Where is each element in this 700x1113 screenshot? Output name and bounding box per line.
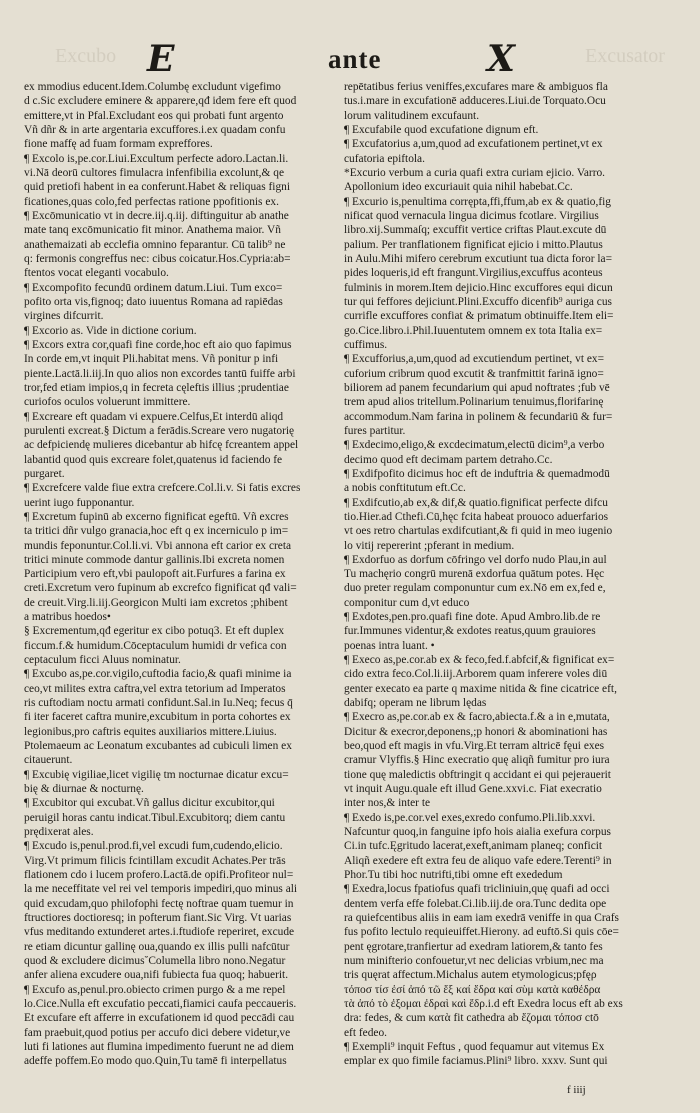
left-column-line: adeffe poffem.Eo modo quo.Quin,Tu tamē fi interpellatus [24, 1055, 287, 1068]
right-column-line: fur.Immunes videntur,& exdotes reatus,quum grauiores [344, 625, 596, 638]
left-column-line: bię & diurnae & nocturnę. [24, 783, 144, 796]
right-column-line: vt inquit Augu.quale eft illud Gene.xxvi.c. Fiat execratio [344, 783, 602, 796]
header-left-letter: E [147, 38, 175, 80]
left-column-line: ¶ Excufo as,penul.pro.obiecto crimen purgo & a me repel [24, 983, 286, 996]
right-column-line: ¶ Exdotes,pen.pro.quafi fine dote. Apud Ambro.lib.de re [344, 611, 601, 624]
left-column-line: legionibus,pro caftris equites auxiliarios mittere.Liuius. [24, 725, 277, 738]
right-column-line: go.Cice.libro.i.Phil.Iuuentutem omnem ex tota Italia ex= [344, 324, 603, 337]
right-column-line: Tu machęrio congrū murenā exdorfua quātum potes. Hęc [344, 568, 605, 581]
left-column-line: quid excudam,quo philofophi fectę noftrae quam tuemur in [24, 897, 294, 910]
left-column-line: a matribus hoedos• [24, 611, 111, 624]
right-column-line: fus pofito lectulo requieuiffet.Hierony. ad euftō.Si quis cōe= [344, 926, 619, 939]
left-column-line: emittere,vt in Pfal.Excludant eos qui probati funt argento [24, 109, 284, 122]
right-column-line: eft fedeo. [344, 1026, 388, 1039]
left-column-line: anfer aliena excudere oua,nifi fubiecta fua quoq; habuerit. [24, 969, 289, 982]
right-column-line: palium. Per tranflationem fignificat ejicio i mitto.Plautus [344, 238, 603, 251]
right-column-line: ra quiefcentibus aliis in eam iam exedrā veniffe in qua Crafs [344, 912, 619, 925]
right-column-line: ¶ Execro as,pe.cor.ab ex & facro,abiecta.f.& a in e,mutata, [344, 711, 610, 724]
right-column-line: ¶ Excufatorius a,um,quod ad excufationem pertinet,vt ex [344, 138, 603, 151]
left-column-line: citauerunt. [24, 754, 73, 767]
left-column-line: luti fi lationes aut flumina impedimento fuerunt ne ad diem [24, 1040, 294, 1053]
right-column-line: a nobis conftitutum eft.Cc. [344, 482, 466, 495]
left-column-line: ¶ Excors extra cor,quafi fine corde,hoc eft aio quo fapimus [24, 338, 292, 351]
right-column-line: tur qui feffores dejiciunt.Plini.Excuffo dicenfib⁹ auriga cus [344, 295, 612, 308]
left-column-line: Virg.Vt primum filicis fcintillam excudit Achates.Per trās [24, 854, 286, 867]
show-through-right: Excusator [585, 45, 665, 67]
right-column-line: libro.xij.Summaſq; excuffit vertice criftas Plaut.excute dū [344, 224, 607, 237]
left-column-line: curiofos oculos voluerunt immittere. [24, 396, 191, 409]
left-column-line: ceptaculum ficci Aluus nominatur. [24, 654, 181, 667]
right-column-line: pides loqueris,id eft frangunt.Virgilius,excuffus aconteus [344, 267, 603, 280]
right-column-line: cuffimus. [344, 338, 388, 351]
header-title: ante [328, 44, 382, 74]
right-column-line: cufatoria epiftola. [344, 152, 425, 165]
left-column-line: la me neceffitate vel rei vel temporis impediri,quo minus ali [24, 883, 298, 896]
right-column-line: ¶ Exedra,locus fpatiofus quafi tricliniuin,quę quafi ad occi [344, 883, 610, 896]
left-column-line: purgaret. [24, 467, 65, 480]
left-column-line: ¶ Excolo is,pe.cor.Liui.Excultum perfecte adoro.Lactan.li. [24, 152, 289, 165]
right-column-line: repētatibus ferius veniffes,excufares mare & ambiguos fla [344, 81, 608, 93]
left-column-line: piente.Lactā.li.iij.In quo alios non excordes tantū fuiffe arbi [24, 367, 296, 380]
left-column-line: ¶ Excōmunicatio vt in decre.iij.q.iij. diftinguitur ab anathe [24, 209, 289, 222]
left-column-line: Ptolemaeum ac Leonatum excubantes ad cubiculi limen ex [24, 740, 292, 753]
left-column-line: pofito orta vis,fignoq; dato iuuentus Romana ad rapiēdas [24, 295, 283, 308]
right-column-line: trem apud alios tritellum.Polinarium tenuimus,florifarinę [344, 396, 604, 409]
right-column-line: emplar ex quo fimile faciamus.Plini⁹ libro. xxxv. Sunt qui [344, 1055, 608, 1068]
left-column-line: ac defpiciendę mulieres dicebantur ab hifcę fcreantem appel [24, 439, 299, 452]
right-column-line: nificat quod vernacula lingua dicimus fcotlare. Virgilius [344, 209, 599, 222]
left-column-line: ¶ Excompofito fecundū ordinem datum.Liui. Tum exco= [24, 281, 283, 294]
left-column-line: ta tritici dñr vulgo granacia,hoc eft q ex incerniculo p im= [24, 525, 289, 538]
right-column-line: componitur cum d,vt educo [344, 596, 470, 609]
right-column-line: fulminis in morem.Item dejicio.Hinc excuffores equi dicun [344, 281, 613, 294]
left-column-line: mate tanq excōmunicatio fit minor. Anathema maior. Vñ [24, 224, 281, 237]
left-column-line: ¶ Excreare eft quadam vi expuere.Celfus,Et interdū aliqd [24, 410, 284, 423]
left-column-line: mundis feponuntur.Col.li.vi. Vbi annona eft carior ex creta [24, 539, 292, 552]
right-column-line: *Excurio verbum a curia quafi extra curiam ejicio. Varro. [344, 166, 606, 179]
left-column-line: prędixerat ales. [24, 826, 94, 839]
right-column-line: in Aulu.Mihi mifero cerebrum excutiunt tua dicta foror la= [344, 252, 613, 265]
left-column-line: ficcum.f.& humidum.Cōceptaculum humidi dr vefica con [24, 639, 287, 652]
left-column-line: vi.Nā deorū cultores fimulacra infenfibilia excolunt,& qe [24, 166, 284, 179]
left-column-line: ¶ Excretum fupinū ab excerno fignificat egeftū. Vñ excres [24, 510, 289, 523]
right-column-line: biliorem ad panem fecundarium qui apud noftrates ;fub vē [344, 381, 610, 394]
right-column-line: ¶ Exdifpofito dicimus hoc eft de induftria & quemadmodū [344, 467, 610, 480]
right-column-line: Aliqñ exedere eft extra feu de aliquo vafe edere.Terenti⁹ in [344, 854, 612, 867]
right-column-line: pent ęgrotare,tranfiertur ad exedram latiorem,& tanto fes [344, 940, 603, 953]
right-column-line: ¶ Exdifcutio,ab ex,& dif,& quatio.fignificat perfecte difcu [344, 496, 608, 509]
left-column-line: ¶ Excudo is,penul.prod.fi,vel excudi fum,cudendo,elicio. [24, 840, 283, 853]
right-column-line: currifle excuffores confiat & primatum obtinuiffe.Item eli= [344, 310, 614, 323]
left-column-line: uerint iugo fupponantur. [24, 496, 135, 509]
left-column-line: virgines difcurrit. [24, 310, 104, 323]
left-column-line: Et excufare eft afferre in excufationem id quod peccādi cau [24, 1012, 295, 1025]
right-column-line: lorum valitudinem excufaunt. [344, 109, 480, 122]
right-column-line: dentem verfa effe folebat.Ci.lib.iij.de ora.Tunc dedita ope [344, 897, 607, 910]
left-column-line: § Excrementum,qđ egeritur ex cibo potuq3. Et eft duplex [24, 625, 285, 638]
right-column-line: cramur Vlyffis.§ Hinc execratio quę aliqñ fumitur pro iura [344, 754, 610, 767]
left-column-line: ftructiores doctioresq; in pofterum fiant.Sic Virg. Vt uarias [24, 912, 292, 925]
left-column-line: de creuit.Virg.li.iij.Georgicon Multi iam excretos ;phibent [24, 596, 288, 609]
left-column-line: q: fermonis congreffus nec: cibus coicatur.Hos.Cypria:ab= [24, 252, 291, 265]
right-column-line: dra: fedes, & cum κατὰ fit cathedra ab ἕζομαι τόποσ ctō [344, 1012, 599, 1025]
right-column-line: tione quę maledictis obftringit q accidant ei qui pejerauerit [344, 768, 611, 781]
right-column-line: ¶ Exdecimo,eligo,& excdecimatum,electū dicim⁹,a verbo [344, 439, 605, 452]
left-column-line: ¶ Excubitor qui excubat.Vñ gallus dicitur excubitor,qui [24, 797, 275, 810]
left-column-line: d c.Sic excludere eminere & apparere,qđ idem fere eft quod [24, 95, 297, 108]
right-column-line: inter nos,& inter te [344, 797, 431, 810]
right-column-line: ¶ Execo as,pe.cor.ab ex & feco,fed.f.abfcif,& fignificat ex= [344, 654, 615, 667]
signature-mark: f iiij [567, 1084, 586, 1096]
right-column-line: fures partitur. [344, 424, 406, 437]
left-column-line: Participium vero eft,vbi paulopoft ait.Furfures a farina ex [24, 568, 286, 581]
left-column-line: re etiam dicuntur gallinę oua,quando ex illis pulli nafcūtur [24, 940, 290, 953]
right-column-line: tus.i.mare in excufationē adduceres.Liui.de Torquato.Ocu [344, 95, 606, 108]
right-column-line: poenas intra luant. • [344, 639, 435, 652]
right-column-line: cido extra feco.Col.li.iij.Arborem quam inferere voles diū [344, 668, 608, 681]
left-column-line: flationem cdo i lucem profero.Lactā.de opifi.Profiteor nul= [24, 869, 294, 882]
header-right-letter: X [487, 38, 515, 80]
left-column-line: quod & excludere dicimus˘Columella libro nono.Negatur [24, 955, 286, 968]
left-column-line: ¶ Excorio as. Vide in dictione corium. [24, 324, 197, 337]
right-column-line: ¶ Excufabile quod excufatione dignum eft. [344, 123, 539, 136]
left-column-line: vfus meditando extunderet artes.i.ftudiofe reperiret, excude [24, 926, 295, 939]
right-column-line: genter execato ea parte q maxime nitida & fine cicatrice eft, [344, 682, 617, 695]
right-column-line: Apollonium ideo excuriauit quia nihil habebat.Cc. [344, 181, 573, 194]
left-column-line: anathemaizati ab ecclefia omnino feparantur. Cū talib⁹ ne [24, 238, 286, 251]
show-through-left: Excubo [55, 45, 117, 67]
right-column-line: ¶ Exedo is,pe.cor.vel exes,exredo confumo.Pli.lib.xxvi. [344, 811, 596, 824]
left-column-line: purulenti excreat.§ Dictum a ferādis.Screare vero nugatorię [24, 424, 295, 437]
left-column-line: ¶ Excrefcere valde fiue extra crefcere.Col.li.v. Si fatis excres [24, 482, 301, 495]
right-column-line: ¶ Excurio is,penultima corrępta,ffi,ffum,ab ex & quatio,fig [344, 195, 611, 208]
right-column-line: decimo quod eft decimam partem detraho.Cc. [344, 453, 553, 466]
left-column-line: labantid quod quis excreare folet,quatenus id faciendo fe [24, 453, 283, 466]
right-column-line: dabifq; operam ne librum lędas [344, 697, 487, 710]
right-column-line: cuforium cribrum quod excutit & tranfmittit farinā igno= [344, 367, 604, 380]
right-column-line: duo preter regulam componuntur cum ex.Nō em ex,fed e, [344, 582, 606, 595]
right-column-line: τόποσ τίσ ἐσί ἀπό τῶ ἕξ καί ἕδρα καί σὺμ κατὰ καθέδρα [344, 983, 601, 996]
right-column-line: ¶ Exdorfuo as dorfum cōfringo vel dorfo nudo Plau,in aul [344, 553, 607, 566]
left-column-line: fione maffę ad fuam formam expreffores. [24, 138, 213, 151]
left-column-line: tritici minute commode dantur gallinis.Ibi excreta nomen [24, 553, 285, 566]
right-column-line: ¶ Excufforius,a,um,quod ad excutiendum pertinet, vt ex= [344, 353, 605, 366]
right-column-line: τὰ ἀπό τὸ ἐξομαι ἐδραὶ καὶ ἕδρ.i.d eft Exedra locus eft ab exs [344, 998, 623, 1010]
left-column-line: ceo,vt milites extra caftra,vel extra tetorium ad Imperatos [24, 682, 286, 695]
left-column-line: ¶ Excubię vigiliae,licet vigilię tm nocturnae dicatur excu= [24, 768, 289, 781]
right-column-line: tris quęrat affectum.Michalus autem etymologicus;pfęρ [344, 969, 597, 982]
left-column-line: Vñ dñr & in arte argentaria excuffores.i.ex quadam confu [24, 123, 286, 136]
left-column-line: quid pretiofi habent in ea conferunt.Habet & reliquas figni [24, 181, 291, 194]
left-column-line: peruigil horas cantu indicat.Tibul.Excubitorq; diem cantu [24, 811, 286, 824]
left-column-line: lo.Cice.Nulla eft excufatio peccati,fiamici caufa peccaueris. [24, 998, 297, 1010]
right-column-line: ¶ Exempli⁹ inquit Feftus , quod fequamur aut vitemus Ex [344, 1040, 605, 1053]
right-column-line: beo,quod eft magis in vfu.Virg.Et terram altricē fęui exes [344, 740, 605, 753]
left-column-line: fam praebuit,quod potius per accufo dici debere videtur,ve [24, 1026, 291, 1039]
right-column-line: tio.Hier.ad Cthefi.Cū,hęc fcita habeat prouoco aduerfarios [344, 510, 609, 523]
left-column-line: ris cuftodiam noctu armati confidunt.Sal.in Iu.Neq; fecus q̄ [24, 697, 293, 710]
left-column-line: fi iter faceret caftra munire,excubitum in porta cohortes ex [24, 711, 291, 724]
right-column-line: Nafcuntur quoq,in fanguine ipfo hois aialia exefura corpus [344, 826, 611, 839]
right-column-line: num minifterio confouetur,vt nec delicias vrbium,nec ma [344, 955, 604, 968]
left-column-line: ficationes,quas colo,fed perfectas ratione ppofitionis ex. [24, 195, 279, 208]
right-column-line: vt oes retro chartulas exdifcutiant,& fi quid in meo iugenio [344, 525, 613, 538]
right-column [344, 80, 682, 1069]
left-column-line: tror,fed etiam impios,q in fecreta cęleftis illius ;prudentiae [24, 381, 289, 394]
left-column-line: ¶ Excubo as,pe.cor.vigilo,cuftodia facio,& quafi minime ia [24, 668, 292, 681]
left-column-line: In corde em,vt inquit Pli.habitat mens. Vñ ponitur p infi [24, 353, 279, 366]
right-column-line: accommodum.Nam farina in polinem & fecundariū & fur= [344, 410, 613, 423]
right-column-line: lo vitij repererint ;pferant in medium. [344, 539, 515, 552]
right-column-line: Ci.in tufc.Ęgritudo lacerat,exeft,animam planeq; conficit [344, 840, 603, 853]
right-column-line: Dicitur & execror,deponens,;p honori & abominationi has [344, 725, 608, 738]
left-column-line: ftentos vocat eleganti vocabulo. [24, 267, 169, 280]
right-column-line: Phor.Tu tibi hoc nutrifti,tibi omne eft exededum [344, 869, 563, 882]
left-column-line: creti.Excretum vero fupinum ab excrefco fignificat qđ vali= [24, 582, 297, 595]
left-column [24, 80, 330, 1069]
left-column-line: ex mmodius educent.Idem.Columbę excludunt vigefimo [24, 81, 281, 93]
